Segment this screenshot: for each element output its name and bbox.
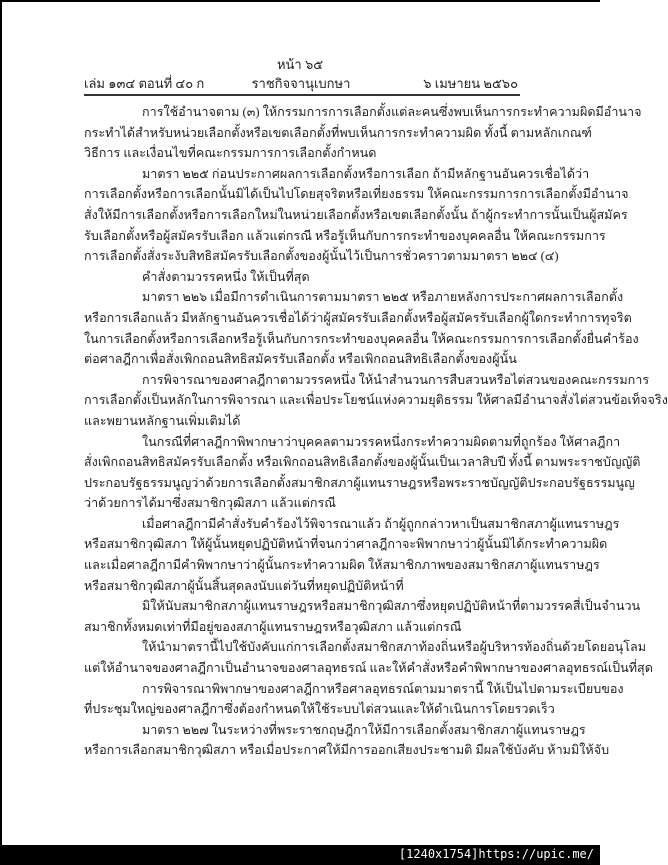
paragraph xyxy=(84,287,639,369)
text-line: ในกรณีที่ศาลฎีกาพิพากษาว่าบุคคลตามวรรคหนึ่งกระทำความผิดตามที่ถูกร้อง ให้ศาลฎีกา xyxy=(142,434,621,449)
paragraph xyxy=(84,164,629,267)
text-line: เมื่อศาลฎีกามีคำสั่งรับคำร้องไว้พิจารณาแล้ว ถ้าผู้ถูกกล่าวหาเป็นสมาชิกสภาผู้แทนราษฎร xyxy=(142,516,620,531)
text-line: รับเลือกตั้งหรือผู้สมัครรับเลือก แล้วแต่กรณี หรือรู้เห็นกับการกระทำของบุคคลอื่น ให้คณะกรรมการ xyxy=(84,228,606,243)
text-line: การใช้อำนาจตาม (๓) ให้กรรมการการเลือกตั้งแต่ละคนซึ่งพบเห็นการกระทำความผิดมีอำนาจ xyxy=(142,105,642,119)
text-line: มิให้นับสมาชิกสภาผู้แทนราษฎรหรือสมาชิกวุฒิสภาซึ่งหยุดปฏิบัติหน้าที่ตามวรรคสี่เป็นจำนวน xyxy=(142,599,641,614)
publication-title: ราชกิจจานุเบกษา xyxy=(251,76,351,91)
header-rule xyxy=(84,94,520,96)
text-line: หรือการเลือกแล้ว มีหลักฐานอันควรเชื่อได้ว่าผู้สมัครรับเลือกตั้งหรือผู้สมัครรับเลือกผู้ใดกระทำการทุจริต xyxy=(84,310,632,325)
text-line: การเลือกตั้งเป็นหลักในการพิจารณา และเพื่อประโยชน์แห่งความยุติธรรม ให้ศาลมีอำนาจสั่งไต่สวนข้อเท็จจริง xyxy=(84,393,668,408)
text-line: มาตรา ๒๒๕ ก่อนประกาศผลการเลือกตั้งหรือการเลือก ถ้ามีหลักฐานอันควรเชื่อได้ว่า xyxy=(142,166,590,181)
text-line: ประกอบรัฐธรรมนูญว่าด้วยการเลือกตั้งสมาชิกสภาผู้แทนราษฎรหรือพระราชบัญญัติประกอบรัฐธรรมนูญ xyxy=(84,475,635,490)
text-line: ที่ประชุมใหญ่ของศาลฎีกาซึ่งต้องกำหนดให้ใช้ระบบไต่สวนและให้ดำเนินการโดยรวดเร็ว xyxy=(84,702,555,717)
watermark-text: [1240x1754]https://upic.me/ xyxy=(398,847,594,861)
paragraph xyxy=(84,514,620,596)
text-line: สมาชิกทั้งหมดเท่าที่มีอยู่ของสภาผู้แทนราษฎรหรือวุฒิสภา แล้วแต่กรณี xyxy=(84,619,462,634)
paragraph xyxy=(84,370,668,432)
text-line: และพยานหลักฐานเพิ่มเติมได้ xyxy=(84,413,241,428)
text-line: คำสั่งตามวรรคหนึ่ง ให้เป็นที่สุด xyxy=(142,269,310,284)
text-line: การเลือกตั้งหรือการเลือกนั้นมิได้เป็นไปโดยสุจริตหรือเที่ยงธรรม ให้คณะกรรมการการเลือกตั้งมีอำนาจ xyxy=(84,187,629,202)
text-line: มาตรา ๒๒๗ ในระหว่างที่พระราชกฤษฎีกาให้มีการเลือกตั้งสมาชิกสภาผู้แทนราษฎร xyxy=(142,722,586,737)
text-line: ให้นำมาตรานี้ไปใช้บังคับแก่การเลือกตั้งสมาชิกสภาท้องถิ่นหรือผู้บริหารท้องถิ่นด้วยโดยอนุโลม xyxy=(142,640,647,655)
gazette-header xyxy=(84,73,518,91)
text-line: แต่ให้อำนาจของศาลฎีกาเป็นอำนาจของศาลอุทธรณ์ และให้คำสั่งหรือคำพิพากษาของศาลอุทธรณ์เป็นที่สุด xyxy=(84,661,653,676)
text-line: ในการเลือกตั้งหรือการเลือกหรือรู้เห็นกับการกระทำของบุคคลอื่น ให้คณะกรรมการการเลือกตั้งยื่นคำร้อง xyxy=(84,331,639,346)
paragraph xyxy=(84,720,610,761)
text-line: การพิจารณาของศาลฎีกาตามวรรคหนึ่ง ให้นำสำนวนการสืบสวนหรือไต่สวนของคณะกรรมการ xyxy=(142,372,650,387)
paragraph xyxy=(84,596,641,637)
paragraph xyxy=(84,267,518,288)
text-line: หรือสมาชิกวุฒิสภา ให้ผู้นั้นหยุดปฏิบัติหน้าที่จนกว่าศาลฎีกาจะพิพากษาว่าผู้นั้นมิได้กระทำความผิด xyxy=(84,537,608,552)
text-line: หรือสมาชิกวุฒิสภาผู้นั้นสิ้นสุดลงนับแต่วันที่หยุดปฏิบัติหน้าที่ xyxy=(84,578,404,593)
text-line: มาตรา ๒๒๖ เมื่อมีการดำเนินการตามมาตรา ๒๒๕ หรือภายหลังการประกาศผลการเลือกตั้ง xyxy=(142,290,624,305)
text-line: การเลือกตั้งสั่งระงับสิทธิสมัครรับเลือกตั้งของผู้นั้นไว้เป็นการชั่วคราวตามมาตรา ๒๒๔ (๔) xyxy=(84,249,559,264)
page-border-left xyxy=(0,0,2,845)
paragraph xyxy=(84,679,624,720)
text-line: การพิจารณาพิพากษาของศาลฎีกาหรือศาลอุทธรณ์ตามมาตรานี้ ให้เป็นไปตามระเบียบของ xyxy=(142,681,624,696)
paragraph xyxy=(84,432,641,514)
document-body xyxy=(84,102,668,761)
image-info-bar xyxy=(0,845,600,865)
paragraph xyxy=(84,637,653,678)
text-line: ว่าด้วยการได้มาซึ่งสมาชิกวุฒิสภา แล้วแต่กรณี xyxy=(84,496,336,511)
page-number: หน้า ๖๕ xyxy=(276,57,324,72)
volume-issue: เล่ม ๑๓๔ ตอนที่ ๔๐ ก xyxy=(84,76,205,91)
text-line: หรือการเลือกสมาชิกวุฒิสภา หรือเมื่อประกาศให้มีการออกเสียงประชามติ มีผลใช้บังคับ ห้ามมิให้จับ xyxy=(84,743,610,758)
page-border-top xyxy=(0,0,600,2)
publication-date: ๖ เมษายน ๒๕๖๐ xyxy=(423,76,518,91)
text-line: ต่อศาลฎีกาเพื่อสั่งเพิกถอนสิทธิสมัครรับเลือกตั้ง หรือเพิกถอนสิทธิเลือกตั้งของผู้นั้น xyxy=(84,352,517,367)
text-line: สั่งให้มีการเลือกตั้งหรือการเลือกใหม่ในหน่วยเลือกตั้งหรือเขตเลือกตั้งนั้น ถ้าผู้กระทำการนั้นเป็นผู้สมัคร xyxy=(84,207,628,222)
text-line: และเมื่อศาลฎีกามีคำพิพากษาว่าผู้นั้นกระทำความผิด ให้สมาชิกภาพของสมาชิกสภาผู้แทนราษฎร xyxy=(84,558,600,573)
text-line: วิธีการ และเงื่อนไขที่คณะกรรมการการเลือกตั้งกำหนด xyxy=(84,146,377,161)
text-line: กระทำได้สำหรับหน่วยเลือกตั้งหรือเขตเลือกตั้งที่พบเห็นการกระทำความผิด ทั้งนี้ ตามหลักเกณฑ์ xyxy=(84,125,592,140)
text-line: สั่งเพิกถอนสิทธิสมัครรับเลือกตั้ง หรือเพิกถอนสิทธิเลือกตั้งของผู้นั้นเป็นเวลาสิบปี ทั้งนี้ ตามพระราชบัญญัติ xyxy=(84,455,641,470)
paragraph xyxy=(84,102,642,164)
